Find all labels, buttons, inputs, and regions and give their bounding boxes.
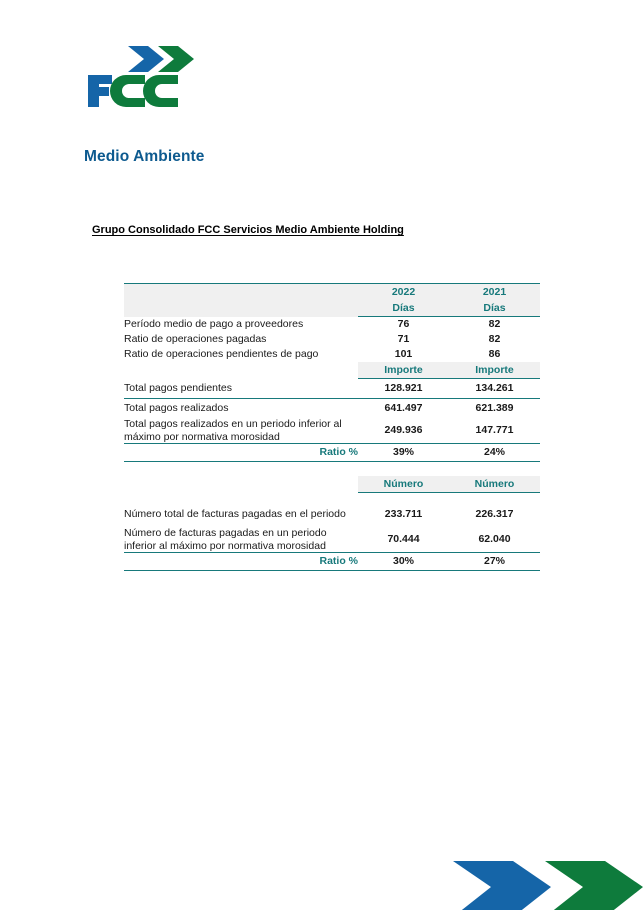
table-row xyxy=(124,418,540,444)
table-row-ratio-numero xyxy=(124,553,540,571)
row-value-2021: 86 xyxy=(488,348,501,361)
row-label: Ratio de operaciones pendientes de pago xyxy=(124,348,319,361)
ratio-value-2021: 24% xyxy=(449,444,540,462)
ratio-label: Ratio % xyxy=(124,553,358,571)
header-unit-importe-2021: Importe xyxy=(449,362,540,379)
ratio-label: Ratio % xyxy=(124,444,358,462)
table-spacer xyxy=(124,462,540,477)
row-value-2021: 82 xyxy=(488,318,501,331)
row-label: Ratio de operaciones pagadas xyxy=(124,333,267,346)
spacer-cell xyxy=(124,493,358,503)
header-unit-numero-2022: Número xyxy=(358,476,449,493)
table-row xyxy=(124,527,540,553)
header-unit-spacer xyxy=(124,300,358,317)
ratio-value-2022: 39% xyxy=(358,444,449,462)
table-row xyxy=(124,502,540,527)
spacer-cell xyxy=(358,462,449,477)
row-value-2021: 82 xyxy=(488,333,501,346)
header-spacer xyxy=(124,284,358,301)
spacer-cell xyxy=(358,493,449,503)
fcc-logo-mark-icon xyxy=(82,44,206,110)
row-value-2021: 134.261 xyxy=(449,379,540,399)
header-year-2021: 2021 xyxy=(449,284,540,301)
table-row xyxy=(124,317,540,333)
morosidad-table-container xyxy=(124,283,540,571)
row-label: Total pagos pendientes xyxy=(124,379,358,399)
spacer-cell xyxy=(449,462,540,477)
header-unit-spacer xyxy=(124,362,358,379)
ratio-value-2022: 30% xyxy=(358,553,449,571)
row-label: Total pagos realizados xyxy=(124,402,229,415)
spacer-cell xyxy=(124,462,358,477)
header-unit-dias-2022: Días xyxy=(358,300,449,317)
row-value-2022: 101 xyxy=(394,348,413,361)
row-value-2022: 249.936 xyxy=(358,418,449,444)
spacer-cell xyxy=(449,493,540,503)
row-value-2021: 147.771 xyxy=(449,418,540,444)
fcc-logo xyxy=(82,44,212,165)
row-value-2022: 128.921 xyxy=(358,379,449,399)
row-value-2022: 76 xyxy=(397,318,410,331)
header-unit-numero-2021: Número xyxy=(449,476,540,493)
row-value-2021: 226.317 xyxy=(475,508,514,521)
logo-tagline: Medio Ambiente xyxy=(84,148,205,165)
table-row xyxy=(124,347,540,362)
header-unit-dias-2021: Días xyxy=(449,300,540,317)
table-row-ratio-importe xyxy=(124,444,540,462)
row-label: Período medio de pago a proveedores xyxy=(124,318,304,331)
header-unit-spacer xyxy=(124,476,358,493)
table-spacer xyxy=(124,493,540,503)
table-header-unit-importe xyxy=(124,362,540,379)
table-row xyxy=(124,379,540,399)
row-label: Número total de facturas pagadas en el periodo xyxy=(124,508,346,521)
chevron-right-blue-icon xyxy=(453,861,551,910)
row-value-2022: 70.444 xyxy=(358,527,449,553)
row-value-2021: 62.040 xyxy=(449,527,540,553)
row-label: Total pagos realizados en un periodo inferior al máximo por normativa morosidad xyxy=(124,418,358,444)
morosidad-table xyxy=(124,283,540,571)
row-value-2022: 71 xyxy=(397,333,410,346)
footer-chevron-graphic xyxy=(441,861,644,910)
table-row xyxy=(124,332,540,347)
table-header-unit-dias xyxy=(124,300,540,317)
row-value-2022: 233.711 xyxy=(384,508,423,521)
chevron-right-green-icon xyxy=(545,861,643,910)
row-value-2022: 641.497 xyxy=(384,402,423,415)
header-year-2022: 2022 xyxy=(358,284,449,301)
row-value-2021: 621.389 xyxy=(475,402,514,415)
table-header-years xyxy=(124,284,540,301)
row-label: Número de facturas pagadas en un periodo inferior al máximo por normativa morosidad xyxy=(124,527,358,553)
page-title: Grupo Consolidado FCC Servicios Medio Ambiente Holding xyxy=(92,224,404,236)
table-row xyxy=(124,399,540,419)
header-unit-importe-2022: Importe xyxy=(358,362,449,379)
table-header-unit-numero xyxy=(124,476,540,493)
ratio-value-2021: 27% xyxy=(449,553,540,571)
